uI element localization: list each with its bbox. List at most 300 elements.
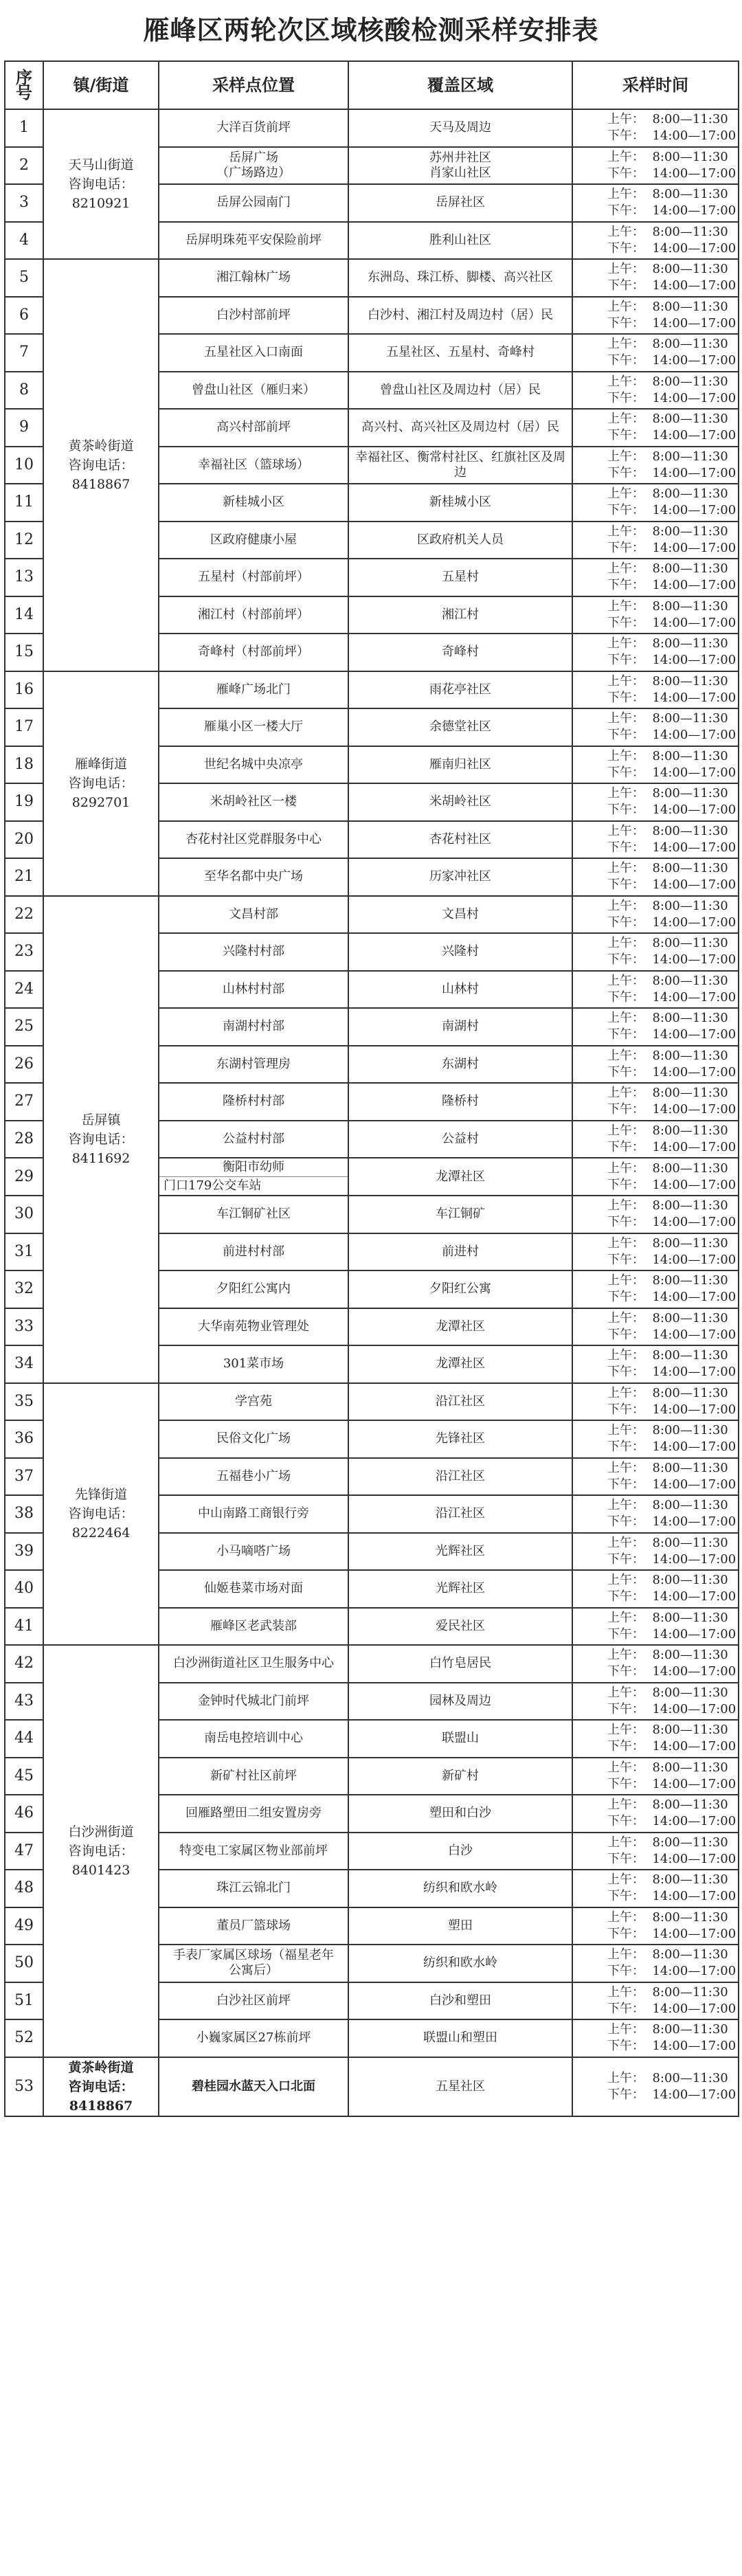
area-cell [348,522,572,559]
street-cell [43,109,159,259]
location-text: 岳屏公园南门 [216,195,291,210]
row-number: 17 [5,708,43,746]
location-cell [159,372,348,410]
time-am: 上午： 8:00—11:30 [607,112,728,127]
time-cell [572,1870,739,1907]
row-number: 25 [5,1008,43,1046]
time-cell [572,1270,739,1308]
time-pm: 下午： 14:00—17:00 [607,1215,737,1230]
area-text: 曾盘山社区及周边村（居）民 [380,382,541,397]
time-pm: 下午： 14:00—17:00 [607,1102,737,1117]
table-row [5,2057,739,2116]
location-text: 至华名都中央广场 [204,869,303,884]
area-text: 白竹皂居民 [429,1656,491,1671]
time-pm: 下午： 14:00—17:00 [607,1514,737,1530]
time-pm: 下午： 14:00—17:00 [607,428,737,443]
location-cell [159,783,348,821]
row-number: 18 [5,746,43,784]
time-am: 上午： 8:00—11:30 [607,786,728,801]
area-text: 东湖村 [442,1056,479,1071]
time-pm: 下午： 14:00—17:00 [607,353,737,368]
area-text: 沿江社区 [436,1506,485,1521]
row-number: 52 [5,2019,43,2057]
time-am: 上午： 8:00—11:30 [607,1835,728,1850]
time-pm: 下午： 14:00—17:00 [607,203,737,219]
area-text: 兴隆村 [442,944,479,959]
header-location: 采样点位置 [159,61,348,109]
time-cell [572,1158,739,1196]
time-pm: 下午： 14:00—17:00 [607,128,737,144]
location-cell [159,222,348,260]
time-am: 上午： 8:00—11:30 [607,861,728,876]
time-pm: 下午： 14:00—17:00 [607,1851,737,1866]
time-cell [572,1196,739,1233]
area-text: 湘江村 [442,607,479,622]
location-cell [159,1196,348,1233]
row-number: 31 [5,1233,43,1271]
location-cell [159,1608,348,1646]
location-cell [159,1083,348,1121]
area-cell [348,596,572,634]
area-cell [348,1458,572,1496]
time-cell [572,1308,739,1346]
area-text: 高兴村、高兴社区及周边村（居）民 [361,420,559,435]
header-time: 采样时间 [572,61,739,109]
time-am: 上午： 8:00—11:30 [607,2070,728,2085]
area-text: 奇峰村 [442,645,479,660]
time-am: 上午： 8:00—11:30 [607,898,728,913]
time-am: 上午： 8:00—11:30 [607,1385,728,1400]
area-text: 苏州井社区 肖家山社区 [429,150,491,180]
location-cell [159,1758,348,1795]
area-cell [348,634,572,671]
location-text: 世纪名城中央凉亭 [204,757,303,772]
area-cell [348,896,572,934]
location-text: 东湖村管理房 [216,1056,291,1071]
row-number: 36 [5,1420,43,1458]
time-pm: 下午： 14:00—17:00 [607,1664,737,1679]
time-cell [572,1907,739,1945]
row-number: 14 [5,596,43,634]
area-text: 山林村 [442,981,479,996]
area-cell [348,933,572,971]
time-cell [572,2057,739,2116]
time-cell [572,1495,739,1533]
location-text: 学宫苑 [235,1393,272,1409]
time-pm: 下午： 14:00—17:00 [607,765,737,780]
time-pm: 下午： 14:00—17:00 [607,1477,737,1492]
location-text: 碧桂园水蓝天入口北面 [192,2079,315,2094]
time-cell [572,708,739,746]
table-row [5,896,739,934]
area-text: 隆桥村 [442,1094,479,1109]
time-cell [572,372,739,410]
time-cell [572,746,739,784]
row-number: 26 [5,1046,43,1084]
street-name: 岳屏镇 [81,1112,121,1128]
location-text: 前进村村部 [223,1244,284,1259]
row-number: 47 [5,1833,43,1870]
time-cell [572,671,739,709]
time-am: 上午： 8:00—11:30 [607,224,728,239]
location-text: 雁巢小区一楼大厅 [204,719,303,735]
time-cell [572,596,739,634]
area-cell [348,447,572,484]
area-cell [348,1608,572,1646]
location-cell [159,1570,348,1608]
time-cell [572,2019,739,2057]
location-cell [159,1720,348,1758]
time-cell [572,484,739,522]
row-number: 11 [5,484,43,522]
time-cell [572,1833,739,1870]
time-pm: 下午： 14:00—17:00 [607,1814,737,1829]
area-text: 白沙村、湘江村及周边村（居）民 [368,307,553,322]
time-pm: 下午： 14:00—17:00 [607,803,737,818]
row-number: 44 [5,1720,43,1758]
location-text: 奇峰村（村部前坪） [198,645,309,660]
row-number: 5 [5,259,43,297]
row-number: 15 [5,634,43,671]
table-row [5,109,739,147]
area-cell [348,858,572,896]
time-am: 上午： 8:00—11:30 [607,2022,728,2037]
time-am: 上午： 8:00—11:30 [607,374,728,389]
area-text: 夕阳红公寓 [429,1281,491,1297]
location-text: 五星社区入口南面 [204,345,303,360]
location-cell [159,596,348,634]
location-cell [159,1645,348,1683]
area-text: 联盟山和塑田 [423,2030,497,2046]
area-text: 塑田 [448,1918,473,1933]
area-text: 杏花村社区 [429,831,491,847]
area-text: 白沙 [448,1843,473,1858]
time-am: 上午： 8:00—11:30 [607,1086,728,1101]
area-text: 纺织和欧水岭 [423,1881,497,1896]
area-cell [348,109,572,147]
area-cell [348,1833,572,1870]
location-text: 兴隆村村部 [223,944,284,959]
time-pm: 下午： 14:00—17:00 [607,2001,737,2016]
street-cell [43,1645,159,2057]
time-cell [572,297,739,335]
location-text: 新桂城小区 [223,495,284,510]
area-text: 塑田和白沙 [429,1806,491,1821]
location-text: 白沙村部前坪 [216,307,291,322]
time-cell [572,447,739,484]
time-pm: 下午： 14:00—17:00 [607,465,737,480]
row-number: 23 [5,933,43,971]
table-body [5,109,739,2116]
time-cell [572,1720,739,1758]
area-cell [348,2057,572,2116]
row-number: 39 [5,1533,43,1571]
area-text: 白沙和塑田 [429,1993,491,2008]
area-cell [348,147,572,185]
location-text: 白沙社区前坪 [216,1993,291,2008]
area-text: 新矿村 [442,1768,479,1783]
area-cell [348,1907,572,1945]
time-pm: 下午： 14:00—17:00 [607,952,737,967]
location-text: 董员厂篮球场 [216,1918,291,1933]
location-text: 大华南苑物业管理处 [198,1319,309,1334]
area-cell [348,1758,572,1795]
area-cell [348,1158,572,1196]
row-number: 6 [5,297,43,335]
location-text: 金钟时代城北门前坪 [198,1693,309,1708]
street-cell [43,1383,159,1646]
location-text: 小马嘀嗒广场 [216,1543,291,1558]
time-pm: 下午： 14:00—17:00 [607,1552,737,1567]
street-phone: 咨询电话：8418867 [68,457,134,492]
row-number: 8 [5,372,43,410]
time-am: 上午： 8:00—11:30 [607,1460,728,1475]
location-text: 区政府健康小屋 [210,532,297,547]
location-cell [159,746,348,784]
time-am: 上午： 8:00—11:30 [607,299,728,314]
location-text: 新矿村社区前坪 [210,1768,297,1783]
row-number: 20 [5,821,43,859]
time-pm: 下午： 14:00—17:00 [607,2039,737,2054]
location-text: 雁峰广场北门 [216,682,291,697]
area-cell [348,1795,572,1833]
time-cell [572,1982,739,2020]
time-am: 上午： 8:00—11:30 [607,823,728,838]
area-cell [348,1420,572,1458]
location-text: 米胡岭社区一楼 [210,794,297,809]
area-text: 沿江社区 [436,1393,485,1409]
time-pm: 下午： 14:00—17:00 [607,1739,737,1754]
area-cell [348,1196,572,1233]
location-cell [159,1270,348,1308]
area-cell [348,2019,572,2057]
area-cell [348,1046,572,1084]
time-cell [572,1758,739,1795]
row-number: 45 [5,1758,43,1795]
row-number: 49 [5,1907,43,1945]
time-pm: 下午： 14:00—17:00 [607,315,737,331]
location-cell [159,1945,348,1982]
area-cell [348,1645,572,1683]
time-am: 上午： 8:00—11:30 [607,1648,728,1663]
time-am: 上午： 8:00—11:30 [607,1348,728,1363]
area-text: 天马及周边 [429,120,491,135]
time-am: 上午： 8:00—11:30 [607,1535,728,1550]
time-am: 上午： 8:00—11:30 [607,1011,728,1026]
time-cell [572,222,739,260]
time-am: 上午： 8:00—11:30 [607,486,728,502]
time-pm: 下午： 14:00—17:00 [607,653,737,668]
area-cell [348,971,572,1009]
area-cell [348,1308,572,1346]
time-cell [572,858,739,896]
time-am: 上午： 8:00—11:30 [607,1909,728,1925]
time-am: 上午： 8:00—11:30 [607,524,728,539]
table-row [5,1383,739,1421]
time-cell [572,559,739,596]
location-cell [159,109,348,147]
time-pm: 下午： 14:00—17:00 [607,540,737,555]
street-phone: 咨询电话：8418867 [68,2079,134,2114]
row-number: 24 [5,971,43,1009]
row-number: 19 [5,783,43,821]
area-text: 龙潭社区 [436,1169,485,1184]
time-pm: 下午： 14:00—17:00 [607,1889,737,1904]
time-cell [572,1795,739,1833]
area-text: 园林及周边 [429,1693,491,1708]
time-am: 上午： 8:00—11:30 [607,973,728,988]
time-pm: 下午： 14:00—17:00 [607,1064,737,1079]
time-cell [572,783,739,821]
time-am: 上午： 8:00—11:30 [607,673,728,688]
area-text: 区政府机关人员 [417,532,504,547]
time-am: 上午： 8:00—11:30 [607,1573,728,1588]
location-cell [159,858,348,896]
time-am: 上午： 8:00—11:30 [607,936,728,951]
location-text: 中山南路工商银行旁 [198,1506,309,1521]
area-text: 岳屏社区 [436,195,485,210]
time-am: 上午： 8:00—11:30 [607,337,728,352]
time-pm: 下午： 14:00—17:00 [607,915,737,930]
row-number: 1 [5,109,43,147]
area-text: 光辉社区 [436,1543,485,1558]
street-name: 黄茶岭街道 [68,2059,134,2075]
row-number: 16 [5,671,43,709]
location-cell [159,484,348,522]
location-text: 杏花村社区党群服务中心 [186,831,322,847]
location-cell [159,821,348,859]
location-text: 衡阳市幼师 [159,1158,348,1177]
location-cell [159,559,348,596]
street-name: 黄茶岭街道 [68,438,134,453]
time-pm: 下午： 14:00—17:00 [607,278,737,293]
table-row [5,1645,739,1683]
time-cell [572,409,739,447]
time-am: 上午： 8:00—11:30 [607,1273,728,1288]
time-cell [572,184,739,222]
area-text: 光辉社区 [436,1581,485,1596]
location-cell [159,522,348,559]
row-number: 12 [5,522,43,559]
time-pm: 下午： 14:00—17:00 [607,728,737,743]
time-cell [572,821,739,859]
table-row [5,671,739,709]
location-cell [159,1833,348,1870]
time-pm: 下午： 14:00—17:00 [607,1589,737,1604]
time-cell [572,1008,739,1046]
location-text: 文昌村部 [229,906,278,921]
time-cell [572,1046,739,1084]
area-cell [348,259,572,297]
location-cell [159,1420,348,1458]
area-text: 纺织和欧水岭 [423,1956,497,1971]
area-cell [348,708,572,746]
location-cell [159,1533,348,1571]
street-phone: 咨询电话：8411692 [68,1132,134,1166]
location-text: 曾盘山社区（雁归来） [192,382,315,397]
time-pm: 下午： 14:00—17:00 [607,166,737,181]
area-cell [348,746,572,784]
location-text: 雁峰区老武装部 [210,1618,297,1633]
time-am: 上午： 8:00—11:30 [607,598,728,614]
area-text: 公益村 [442,1131,479,1146]
page-title: 雁峰区两轮次区域核酸检测采样安排表 [143,15,599,45]
street-name: 天马山街道 [68,157,134,172]
street-phone: 咨询电话：8222464 [68,1506,134,1541]
location-cell [159,1233,348,1271]
area-cell [348,1683,572,1721]
location-cell [159,2057,348,2116]
location-text: 夕阳红公寓内 [216,1281,291,1297]
time-cell [572,259,739,297]
location-text: 山林村村部 [223,981,284,996]
area-text: 沿江社区 [436,1468,485,1483]
location-text: 隆桥村村部 [223,1094,284,1109]
location-cell [159,297,348,335]
location-text: 南湖村村部 [223,1019,284,1034]
street-name: 白沙洲街道 [68,1824,134,1839]
time-am: 上午： 8:00—11:30 [607,1498,728,1513]
row-number: 51 [5,1982,43,2020]
location-text-2: 门口179公交车站 [164,1178,262,1193]
location-cell [159,2019,348,2057]
area-cell [348,1233,572,1271]
row-number: 4 [5,222,43,260]
time-am: 上午： 8:00—11:30 [607,1310,728,1325]
area-text: 雨花亭社区 [429,682,491,697]
time-pm: 下午： 14:00—17:00 [607,1027,737,1042]
time-cell [572,147,739,185]
time-cell [572,1945,739,1982]
time-cell [572,109,739,147]
time-am: 上午： 8:00—11:30 [607,1984,728,2000]
time-pm: 下午： 14:00—17:00 [607,390,737,405]
time-cell [572,1420,739,1458]
row-number: 30 [5,1196,43,1233]
area-text: 五星社区 [436,2079,485,2094]
time-am: 上午： 8:00—11:30 [607,1423,728,1438]
area-cell [348,1720,572,1758]
location-text: 回雁路塑田二组安置房旁 [186,1806,322,1821]
time-am: 上午： 8:00—11:30 [607,262,728,277]
time-cell [572,1645,739,1683]
location-cell [159,147,348,185]
area-text: 爱民社区 [436,1618,485,1633]
time-pm: 下午： 14:00—17:00 [607,503,737,518]
street-name: 先锋街道 [74,1487,127,1503]
area-cell [348,671,572,709]
header-area: 覆盖区域 [348,61,572,109]
location-cell [159,184,348,222]
area-text: 余德堂社区 [429,719,491,735]
location-cell [159,1683,348,1721]
time-cell [572,971,739,1009]
location-text: 白沙洲街道社区卫生服务中心 [173,1656,334,1671]
area-cell [348,783,572,821]
time-pm: 下午： 14:00—17:00 [607,2087,737,2102]
location-text: 高兴村部前坪 [216,420,291,435]
area-text: 五星社区、五星村、奇峰村 [386,345,535,360]
time-pm: 下午： 14:00—17:00 [607,1440,737,1455]
time-cell [572,1533,739,1571]
area-cell [348,1383,572,1421]
location-text: 五福巷小广场 [216,1468,291,1483]
time-am: 上午： 8:00—11:30 [607,711,728,726]
time-pm: 下午： 14:00—17:00 [607,1290,737,1305]
area-cell [348,1945,572,1982]
location-text: 南岳电控培训中心 [204,1731,303,1746]
location-cell [159,634,348,671]
